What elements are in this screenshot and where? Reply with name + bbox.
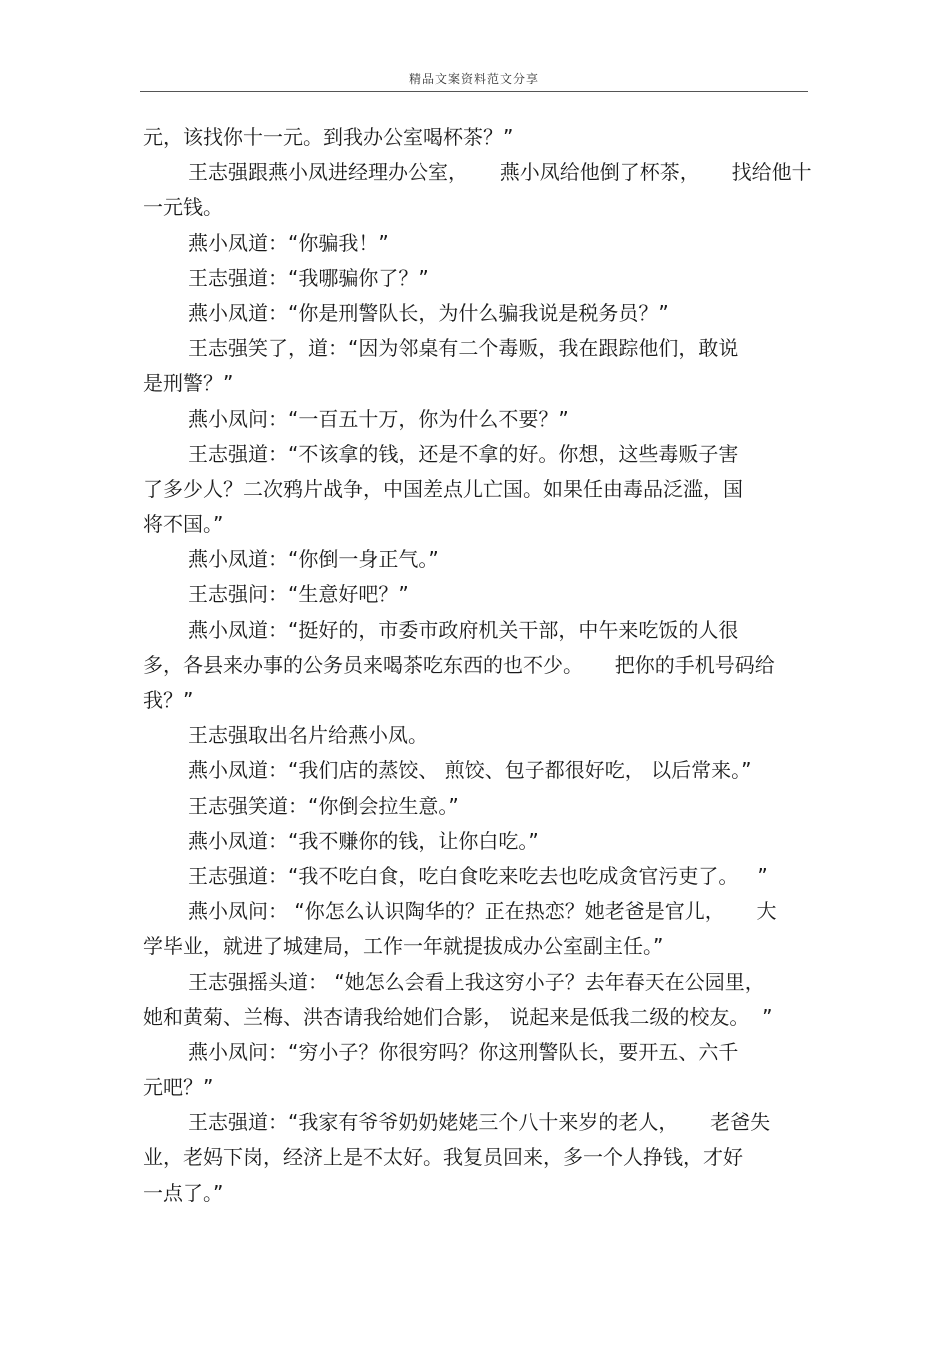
text-line: 多，各县来办事的公务员来喝茶吃东西的也不少。 把你的手机号码给 <box>143 652 775 677</box>
text-line: 了多少人？二次鸦片战争，中国差点儿亡国。如果任由毒品泛滥，国 <box>143 476 743 501</box>
text-line: 元吧？” <box>143 1075 214 1100</box>
text-line: 燕小凤道：“你是刑警队长，为什么骗我说是税务员？” <box>188 300 669 325</box>
text-line: 王志强问：“生意好吧？” <box>188 582 409 607</box>
text-line: 燕小凤道：“我不赚你的钱，让你白吃。” <box>188 828 539 853</box>
text-line: 王志强跟燕小凤进经理办公室， 燕小凤给他倒了杯茶， 找给他十 <box>188 160 812 185</box>
text-line: 一点了。” <box>143 1180 224 1205</box>
text-line: 王志强道：“不该拿的钱，还是不拿的好。你想，这些毒贩子害 <box>188 441 739 466</box>
text-line: 燕小凤问：“穷小子？你很穷吗？你这刑警队长，要开五、六千 <box>188 1039 739 1064</box>
text-line: 一元钱。 <box>143 195 223 220</box>
text-line: 她和黄菊、兰梅、洪杏请我给她们合影， 说起来是低我二级的校友。 ” <box>143 1004 773 1029</box>
text-line: 燕小凤问： “你怎么认识陶华的？正在热恋？她老爸是官儿， 大 <box>188 899 777 924</box>
text-line: 王志强摇头道： “她怎么会看上我这穷小子？去年春天在公园里， <box>188 969 765 994</box>
body-text <box>143 120 812 1211</box>
text-line: 王志强道：“我哪骗你了？” <box>188 265 429 290</box>
text-line: 我？” <box>143 688 194 712</box>
header-divider <box>140 91 808 92</box>
text-line: 燕小凤道：“你倒一身正气。” <box>188 547 439 572</box>
text-line: 学毕业，就进了城建局，工作一年就提拔成办公室副主任。” <box>143 934 664 959</box>
text-line: 王志强取出名片给燕小凤。 <box>188 723 428 748</box>
text-line: 将不国。” <box>143 512 224 537</box>
text-line: 王志强笑道：“你倒会拉生意。” <box>188 793 459 818</box>
text-line: 燕小凤道：“挺好的，市委市政府机关干部，中午来吃饭的人很 <box>188 617 739 642</box>
text-line: 王志强道：“我不吃白食，吃白食吃来吃去也吃成贪官污吏了。 ” <box>188 863 768 888</box>
text-line: 是刑警？” <box>143 371 234 396</box>
text-line: 燕小凤道：“我们店的蒸饺、 煎饺、包子都很好吃， 以后常来。” <box>188 758 752 783</box>
page-header: 精品文案资料范文分享 <box>408 72 539 86</box>
text-line: 业，老妈下岗，经济上是不太好。我复员回来，多一个人挣钱，才好 <box>143 1145 743 1170</box>
text-line: 燕小凤道：“你骗我！” <box>188 230 389 255</box>
text-line: 燕小凤问：“一百五十万，你为什么不要？” <box>188 406 569 431</box>
text-line: 王志强道：“我家有爷爷奶奶姥姥三个八十来岁的老人， 老爸失 <box>188 1110 771 1135</box>
text-line: 元，该找你十一元。到我办公室喝杯茶？” <box>143 125 514 149</box>
text-line: 王志强笑了，道：“因为邻桌有二个毒贩，我在跟踪他们，敢说 <box>188 336 739 361</box>
